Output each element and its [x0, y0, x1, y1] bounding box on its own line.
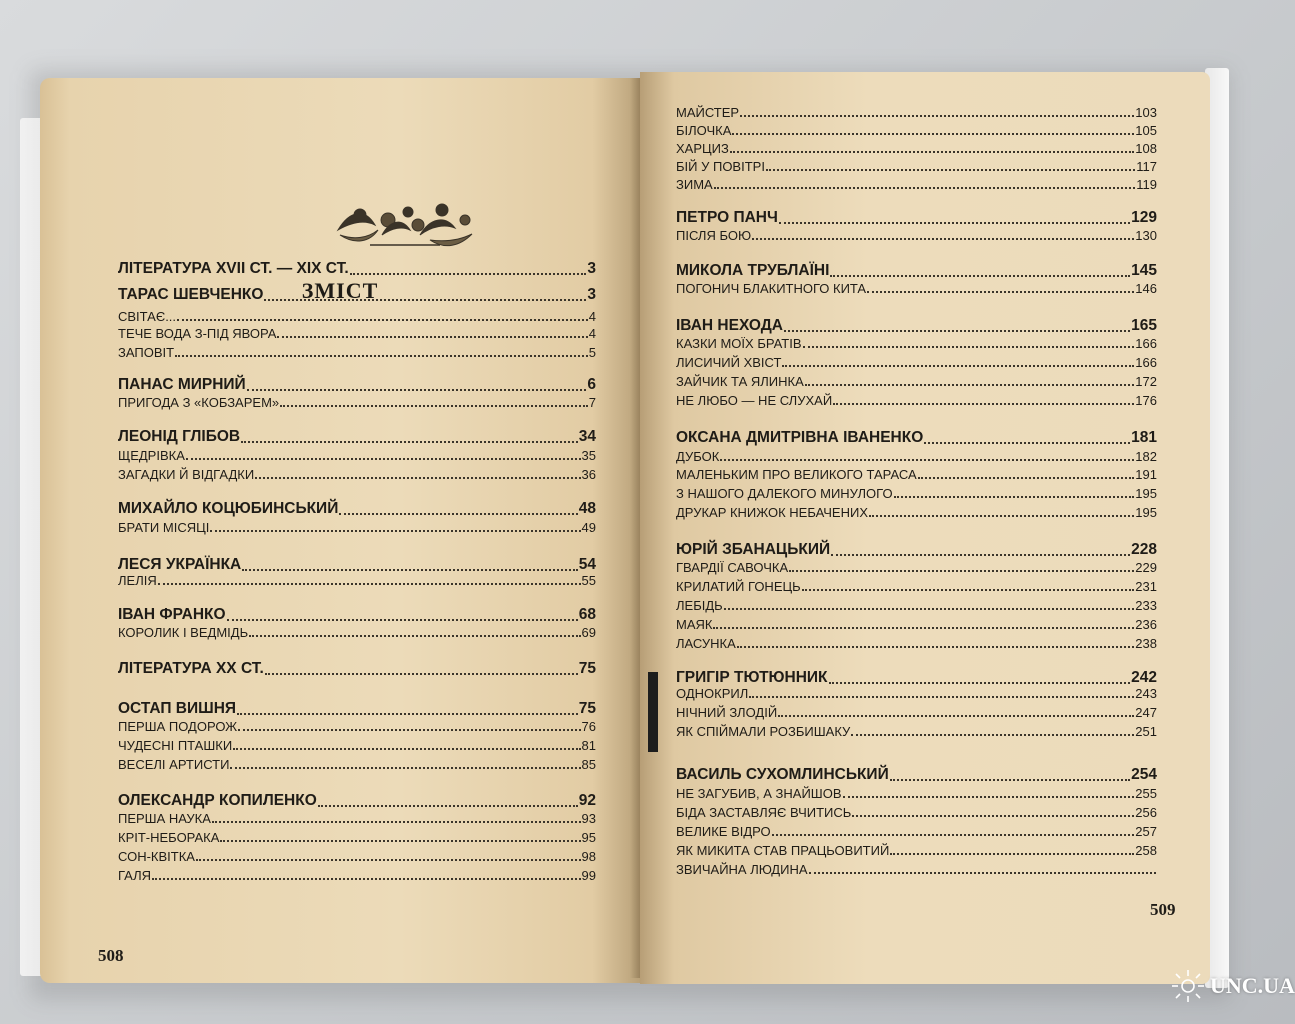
toc-item: [118, 719, 596, 734]
toc-page-number: 254: [1131, 766, 1157, 783]
right-page-number: 509: [1150, 900, 1176, 919]
toc-title: ПРИГОДА З «КОБЗАРЕМ»: [118, 395, 280, 410]
toc-title: ГАЛЯ: [118, 868, 152, 883]
toc-item: [676, 579, 1157, 594]
dot-leader: [247, 389, 587, 391]
toc-item: [676, 336, 1157, 351]
left-toc-list: [40, 78, 640, 983]
toc-title: МАЙСТЕР: [676, 105, 740, 120]
toc-item: [676, 598, 1157, 613]
dot-leader: [831, 554, 1130, 556]
toc-title: НІЧНИЙ ЗЛОДІЙ: [676, 705, 778, 720]
toc-page-number: 195: [1135, 505, 1157, 520]
dot-leader: [196, 859, 581, 861]
dot-leader: [732, 133, 1134, 135]
dot-leader: [830, 275, 1130, 277]
toc-item: [676, 862, 1157, 877]
toc-page-number: 34: [578, 428, 596, 445]
toc-page-number: 75: [578, 660, 596, 677]
toc-title: ЛЕОНІД ГЛІБОВ: [118, 428, 241, 445]
dot-leader: [752, 238, 1134, 240]
toc-title: НЕ ЛЮБО — НЕ СЛУХАЙ: [676, 393, 833, 408]
toc-title: ПЕТРО ПАНЧ: [676, 209, 778, 226]
toc-page-number: 95: [581, 830, 596, 845]
toc-page-number: 85: [581, 757, 596, 772]
dot-leader: [264, 299, 586, 301]
toc-page-number: 75: [578, 700, 596, 717]
dot-leader: [749, 696, 1134, 698]
toc-author-heading: [118, 556, 596, 574]
toc-item: [676, 141, 1157, 156]
right-page: [640, 72, 1210, 984]
toc-item: [676, 843, 1157, 858]
dot-leader: [829, 682, 1131, 684]
toc-title: ПІСЛЯ БОЮ: [676, 228, 752, 243]
contents-title: ЗМІСТ: [301, 278, 379, 303]
toc-title: ОЛЕКСАНДР КОПИЛЕНКО: [118, 792, 317, 809]
dot-leader: [152, 878, 580, 880]
toc-item: [118, 868, 596, 883]
toc-item: [118, 830, 596, 845]
toc-title: ОДНОКРИЛ: [676, 686, 749, 701]
dot-leader: [230, 767, 580, 769]
toc-title: ЛІТЕРАТУРА XX СТ.: [118, 660, 264, 677]
toc-page-number: 191: [1135, 467, 1157, 482]
toc-item: [676, 636, 1157, 651]
toc-page-number: 145: [1131, 262, 1157, 279]
page-marker: [648, 672, 658, 752]
toc-page-number: 68: [578, 606, 596, 623]
toc-page-number: 92: [578, 792, 596, 809]
toc-title: ІВАН НЕХОДА: [676, 317, 783, 334]
toc-item: [676, 159, 1157, 174]
toc-page-number: 236: [1135, 617, 1157, 632]
toc-page-number: 48: [578, 500, 596, 517]
toc-page-number: 4: [588, 309, 596, 324]
toc-page-number: 258: [1135, 843, 1157, 858]
dot-leader: [779, 222, 1130, 224]
toc-title: ЛИСИЧИЙ ХВІСТ: [676, 355, 782, 370]
toc-title: ТАРАС ШЕВЧЕНКО: [118, 286, 264, 303]
toc-page-number: 105: [1135, 123, 1157, 138]
dot-leader: [720, 459, 1134, 461]
dot-leader: [869, 515, 1134, 517]
dot-leader: [280, 405, 588, 407]
dot-leader: [318, 805, 578, 807]
toc-title: СОН-КВІТКА: [118, 849, 195, 864]
toc-author-heading: [118, 286, 596, 304]
dot-leader: [843, 796, 1135, 798]
toc-author-heading: [676, 262, 1157, 280]
toc-item: [676, 724, 1157, 739]
toc-title: ОКСАНА ДМИТРІВНА ІВАНЕНКО: [676, 429, 924, 446]
dot-leader: [809, 872, 1156, 874]
toc-title: ГВАРДІЇ САВОЧКА: [676, 560, 789, 575]
dot-leader: [186, 458, 581, 460]
dot-leader: [277, 336, 587, 338]
dot-leader: [894, 496, 1135, 498]
toc-page-number: 54: [578, 556, 596, 573]
toc-item: [676, 686, 1157, 701]
toc-title: ОСТАП ВИШНЯ: [118, 700, 237, 717]
toc-author-heading: [676, 209, 1157, 227]
right-toc-list: [640, 72, 1210, 984]
dot-leader: [714, 187, 1136, 189]
toc-author-heading: [676, 669, 1157, 687]
toc-author-heading: [676, 429, 1157, 447]
toc-page-number: 165: [1131, 317, 1157, 334]
dot-leader: [249, 635, 580, 637]
dot-leader: [890, 853, 1134, 855]
dot-leader: [803, 346, 1135, 348]
toc-title: ВЕЛИКЕ ВІДРО: [676, 824, 771, 839]
dot-leader: [766, 169, 1135, 171]
toc-title: ЗАЙЧИК ТА ЯЛИНКА: [676, 374, 804, 389]
toc-title: ПАНАС МИРНИЙ: [118, 376, 246, 393]
toc-author-heading: [118, 428, 596, 446]
toc-item: [118, 757, 596, 772]
dot-leader: [852, 815, 1134, 817]
toc-item: [118, 738, 596, 753]
toc-item: [118, 849, 596, 864]
toc-item: [676, 560, 1157, 575]
dot-leader: [737, 646, 1135, 648]
dot-leader: [740, 115, 1134, 117]
dot-leader: [782, 365, 1134, 367]
toc-title: ЯК СПІЙМАЛИ РОЗБИШАКУ: [676, 724, 851, 739]
sun-logo-icon: [1170, 968, 1206, 1004]
toc-page-number: 49: [581, 520, 596, 535]
toc-item: [118, 448, 596, 463]
toc-item: [676, 449, 1157, 464]
dot-leader: [158, 583, 581, 585]
toc-title: ЗАГАДКИ Й ВІДГАДКИ: [118, 467, 255, 482]
toc-title: БІЙ У ПОВІТРІ: [676, 159, 765, 174]
toc-author-heading: [118, 660, 596, 678]
toc-page-number: 117: [1136, 159, 1157, 174]
toc-title: ВАСИЛЬ СУХОМЛИНСЬКИЙ: [676, 766, 889, 783]
toc-title: ЛЕБІДЬ: [676, 598, 723, 613]
left-page-number: 508: [98, 946, 124, 965]
toc-page-number: 81: [581, 738, 596, 753]
toc-title: ПЕРША ПОДОРОЖ: [118, 719, 238, 734]
toc-title: КАЗКИ МОЇХ БРАТІВ: [676, 336, 802, 351]
toc-item: [118, 573, 596, 588]
toc-title: МАЛЕНЬКИМ ПРО ВЕЛИКОГО ТАРАСА: [676, 467, 917, 482]
toc-title: ЧУДЕСНІ ПТАШКИ: [118, 738, 233, 753]
toc-page-number: 195: [1135, 486, 1157, 501]
toc-item: [676, 228, 1157, 243]
dot-leader: [867, 291, 1134, 293]
toc-item: [676, 805, 1157, 820]
dot-leader: [924, 442, 1130, 444]
toc-author-heading: [676, 541, 1157, 559]
toc-page-number: 99: [581, 868, 596, 883]
toc-page-number: 166: [1135, 336, 1157, 351]
toc-author-heading: [118, 606, 596, 624]
toc-item: [118, 345, 596, 360]
toc-title: ЛЕЛІЯ: [118, 573, 157, 588]
dot-leader: [784, 330, 1130, 332]
toc-title: ВЕСЕЛІ АРТИСТИ: [118, 757, 230, 772]
toc-page-number: 35: [581, 448, 596, 463]
toc-title: КРІТ-НЕБОРАКА: [118, 830, 220, 845]
toc-title: ЗВИЧАЙНА ЛЮДИНА: [676, 862, 808, 877]
dot-leader: [241, 441, 578, 443]
toc-title: ПОГОНИЧ БЛАКИТНОГО КИТА: [676, 281, 867, 296]
toc-page-number: 255: [1135, 786, 1157, 801]
toc-page-number: 243: [1135, 686, 1157, 701]
toc-title: ЗАПОВІТ: [118, 345, 175, 360]
dot-leader: [713, 627, 1134, 629]
dot-leader: [212, 821, 581, 823]
dot-leader: [730, 151, 1134, 153]
toc-item: [118, 309, 596, 324]
dot-leader: [851, 734, 1134, 736]
toc-page-number: 36: [581, 467, 596, 482]
toc-title: ТЕЧЕ ВОДА З-ПІД ЯВОРА: [118, 326, 277, 341]
toc-item: [118, 395, 596, 410]
toc-author-heading: [676, 317, 1157, 335]
toc-author-heading: [118, 500, 596, 518]
dot-leader: [265, 673, 578, 675]
toc-page-number: 176: [1135, 393, 1157, 408]
dot-leader: [237, 713, 578, 715]
toc-title: ІВАН ФРАНКО: [118, 606, 226, 623]
toc-item: [118, 467, 596, 482]
toc-title: ЛАСУНКА: [676, 636, 736, 651]
toc-item: [676, 486, 1157, 501]
dot-leader: [890, 779, 1130, 781]
dot-leader: [210, 530, 580, 532]
toc-item: [676, 177, 1157, 192]
toc-page-number: 98: [581, 849, 596, 864]
toc-title: ХАРЦИЗ: [676, 141, 729, 156]
toc-page-number: 5: [588, 345, 596, 360]
toc-page-number: 103: [1135, 105, 1157, 120]
toc-page-number: 146: [1135, 281, 1157, 296]
toc-item: [676, 393, 1157, 408]
dot-leader: [339, 513, 577, 515]
watermark-text: UNC.UA: [1210, 973, 1295, 998]
toc-title: НЕ ЗАГУБИВ, А ЗНАЙШОВ: [676, 786, 842, 801]
toc-author-heading: [118, 376, 596, 394]
dot-leader: [805, 384, 1135, 386]
toc-author-heading: [676, 766, 1157, 784]
toc-item: [118, 326, 596, 341]
dot-leader: [220, 840, 580, 842]
toc-page-number: 119: [1136, 177, 1157, 192]
toc-item: [676, 824, 1157, 839]
toc-page-number: 231: [1135, 579, 1157, 594]
toc-title: ЮРІЙ ЗБАНАЦЬКИЙ: [676, 541, 831, 558]
toc-page-number: 228: [1131, 541, 1157, 558]
dot-leader: [177, 319, 588, 321]
toc-title: ЛЕСЯ УКРАЇНКА: [118, 556, 242, 573]
toc-author-heading: [118, 260, 596, 278]
toc-title: БІЛОЧКА: [676, 123, 732, 138]
toc-page-number: 181: [1131, 429, 1157, 446]
toc-page-number: 182: [1135, 449, 1157, 464]
toc-title: З НАШОГО ДАЛЕКОГО МИНУЛОГО: [676, 486, 893, 501]
dot-leader: [802, 589, 1135, 591]
toc-title: КРИЛАТИЙ ГОНЕЦЬ: [676, 579, 801, 594]
toc-page-number: 257: [1135, 824, 1157, 839]
toc-title: ПЕРША НАУКА: [118, 811, 211, 826]
toc-page-number: 130: [1135, 228, 1157, 243]
toc-title: ГРИГІР ТЮТЮННИК: [676, 669, 828, 686]
toc-page-number: 233: [1135, 598, 1157, 613]
toc-page-number: 3: [587, 286, 596, 303]
toc-page-number: 69: [581, 625, 596, 640]
toc-title: ЗИМА: [676, 177, 713, 192]
watermark: [1170, 968, 1295, 1004]
toc-item: [118, 625, 596, 640]
toc-page-number: 229: [1135, 560, 1157, 575]
toc-title: ДРУКАР КНИЖОК НЕБАЧЕНИХ: [676, 505, 868, 520]
toc-title: БРАТИ МІСЯЦІ: [118, 520, 210, 535]
toc-page-number: 93: [581, 811, 596, 826]
toc-page-number: 3: [587, 260, 596, 277]
toc-page-number: 166: [1135, 355, 1157, 370]
toc-title: МАЯК: [676, 617, 713, 632]
toc-title: СВІТАЄ...: [118, 309, 177, 324]
dot-leader: [350, 273, 587, 275]
toc-item: [118, 520, 596, 535]
dot-leader: [918, 477, 1135, 479]
toc-author-heading: [118, 700, 596, 718]
toc-page-number: 76: [581, 719, 596, 734]
toc-title: ЯК МИКИТА СТАВ ПРАЦЬОВИТИЙ: [676, 843, 890, 858]
left-page: [40, 78, 640, 983]
toc-page-number: 256: [1135, 805, 1157, 820]
toc-item: [676, 705, 1157, 720]
dot-leader: [255, 477, 580, 479]
toc-page-number: 242: [1131, 669, 1157, 686]
toc-item: [676, 123, 1157, 138]
toc-page-number: 129: [1131, 209, 1157, 226]
toc-item: [676, 281, 1157, 296]
toc-page-number: 108: [1135, 141, 1157, 156]
toc-page-number: 55: [581, 573, 596, 588]
toc-page-number: 238: [1135, 636, 1157, 651]
toc-page-number: 6: [587, 376, 596, 393]
toc-title: БІДА ЗАСТАВЛЯЄ ВЧИТИСЬ: [676, 805, 852, 820]
toc-title: ЩЕДРІВКА: [118, 448, 185, 463]
dot-leader: [233, 748, 580, 750]
toc-title: МИХАЙЛО КОЦЮБИНСЬКИЙ: [118, 500, 339, 517]
toc-item: [676, 786, 1157, 801]
toc-title: ЛІТЕРАТУРА XVII СТ. — XIX СТ.: [118, 260, 349, 277]
toc-item: [118, 811, 596, 826]
toc-item: [676, 105, 1157, 120]
dot-leader: [238, 729, 580, 731]
toc-page-number: 172: [1135, 374, 1157, 389]
toc-author-heading: [118, 792, 596, 810]
toc-page-number: 247: [1135, 705, 1157, 720]
toc-title: КОРОЛИК І ВЕДМІДЬ: [118, 625, 249, 640]
dot-leader: [227, 619, 578, 621]
toc-title: ДУБОК: [676, 449, 720, 464]
toc-page-number: 251: [1135, 724, 1157, 739]
dot-leader: [724, 608, 1135, 610]
toc-item: [676, 355, 1157, 370]
toc-page-number: 7: [588, 395, 596, 410]
dot-leader: [833, 403, 1134, 405]
dot-leader: [772, 834, 1135, 836]
dot-leader: [778, 715, 1134, 717]
toc-item: [676, 374, 1157, 389]
dot-leader: [175, 355, 588, 357]
toc-page-number: 4: [588, 326, 596, 341]
toc-item: [676, 467, 1157, 482]
dot-leader: [242, 569, 577, 571]
toc-item: [676, 505, 1157, 520]
toc-item: [676, 617, 1157, 632]
dot-leader: [789, 570, 1134, 572]
toc-title: МИКОЛА ТРУБЛАЇНІ: [676, 262, 830, 279]
